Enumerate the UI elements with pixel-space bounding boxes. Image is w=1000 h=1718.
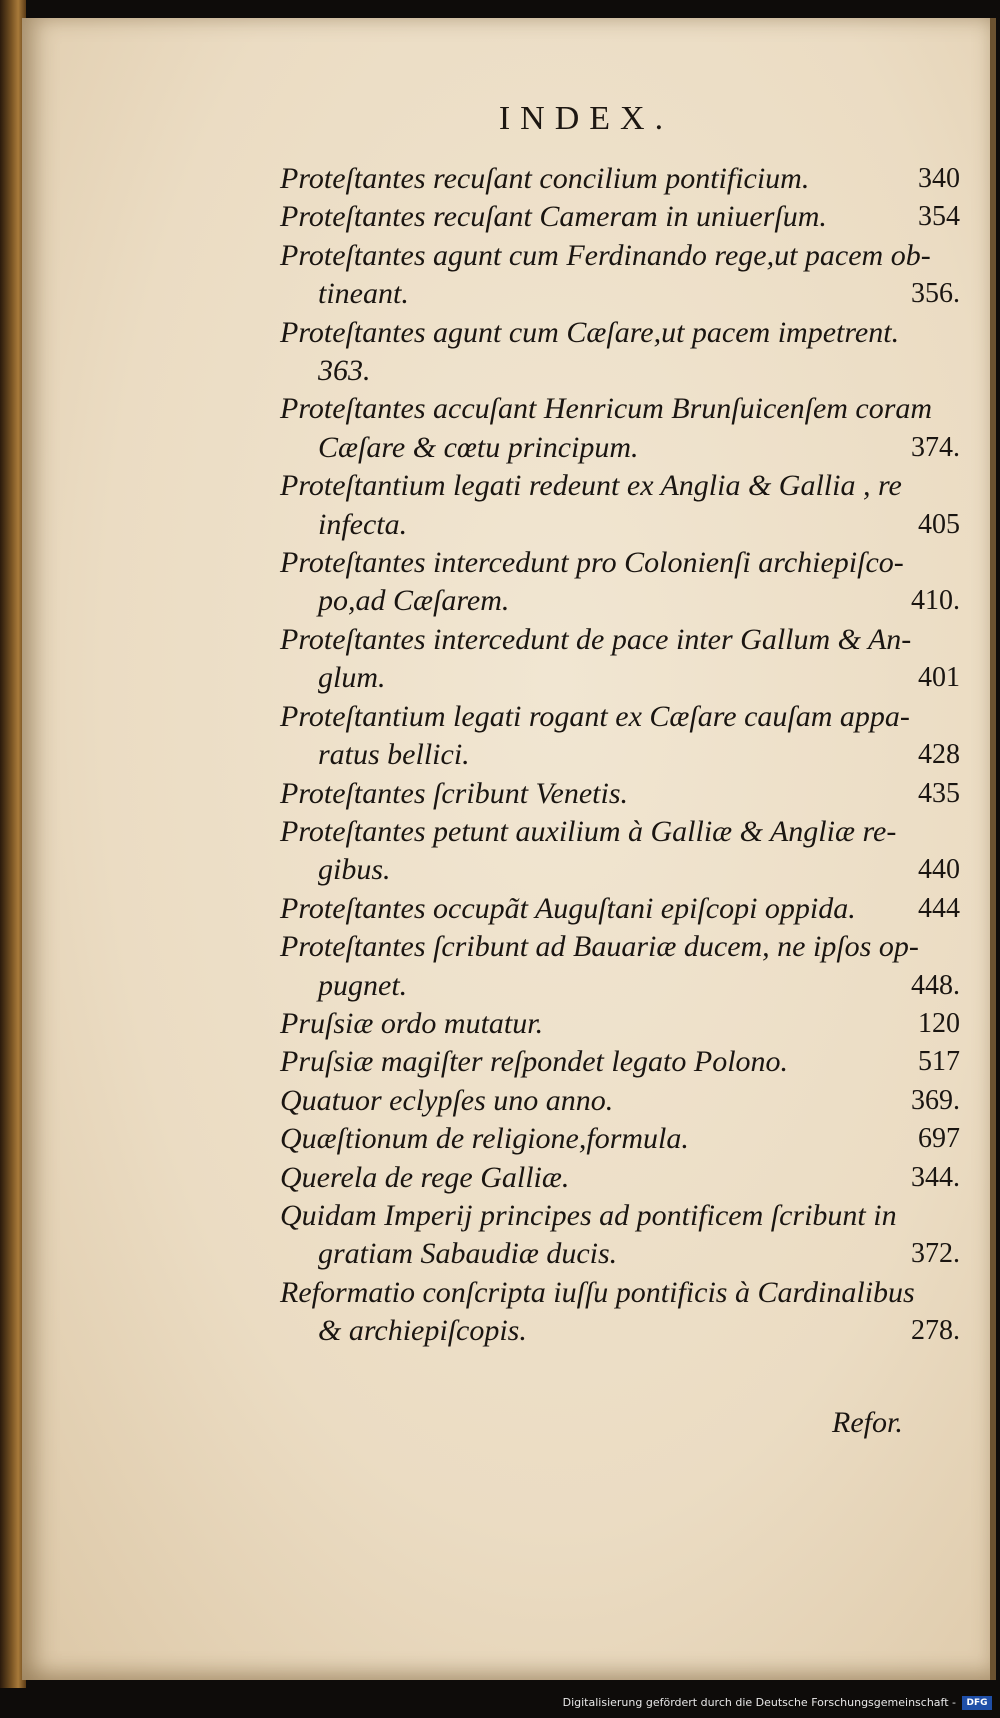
entry-text xyxy=(280,160,960,198)
entry-text xyxy=(280,1197,960,1235)
page-number: 428 xyxy=(918,739,960,771)
book-page xyxy=(22,18,996,1680)
entry-line-text: Proteſtantes intercedunt de pace inter Gallum & An- xyxy=(280,622,912,656)
index-entry xyxy=(280,1120,960,1158)
dfg-logo-icon: DFG xyxy=(962,1696,992,1710)
entry-continuation xyxy=(280,1235,960,1273)
page-number: 401 xyxy=(918,662,960,694)
index-entry xyxy=(280,1159,960,1197)
entry-text xyxy=(280,621,960,659)
entry-text xyxy=(280,1082,960,1120)
entry-line-text: Proteſtantes recuſant Cameram in uniuerſum. xyxy=(280,200,827,234)
page-number: 517 xyxy=(918,1046,960,1078)
page-number: 410. xyxy=(911,585,960,617)
entry-line-text: Proteſtantes petunt auxilium à Galliæ & Angliæ re- xyxy=(280,814,897,848)
index-entry xyxy=(280,160,960,198)
entry-text xyxy=(280,698,960,736)
index-entry xyxy=(280,698,960,775)
entry-text xyxy=(280,198,960,236)
index-entry xyxy=(280,390,960,467)
index-entry xyxy=(280,775,960,813)
page-number: 354 xyxy=(918,201,960,233)
page-header: INDEX. xyxy=(498,100,674,137)
page-number: 440 xyxy=(918,854,960,886)
entry-line-text: Proteſtantes accuſant Henricum Brunſuicenſem coram xyxy=(280,392,933,426)
entry-line-text: 363. xyxy=(318,354,371,388)
entry-text xyxy=(280,1120,960,1158)
entry-line-text: gratiam Sabaudiæ ducis. xyxy=(318,1237,618,1271)
entry-text xyxy=(280,390,960,428)
entry-line-text: Quæſtionum de religione,formula. xyxy=(280,1122,689,1156)
entry-text xyxy=(280,314,960,352)
page-number: 340 xyxy=(918,163,960,194)
entry-line-text: Proteſtantes agunt cum Ferdinando rege,ut pacem ob- xyxy=(280,238,931,272)
entry-continuation xyxy=(280,582,960,620)
index-entry xyxy=(280,1274,960,1351)
index-entry xyxy=(280,928,960,1005)
index-entry xyxy=(280,813,960,890)
entry-text xyxy=(280,467,960,505)
entry-line-text: po,ad Cæſarem. xyxy=(318,584,510,618)
entry-line-text: Quidam Imperij principes ad pontificem ſcribunt in xyxy=(280,1198,897,1232)
entry-line-text: Proteſtantes intercedunt pro Colonienſi archiepiſco- xyxy=(280,546,904,580)
entry-continuation xyxy=(280,736,960,774)
index-entry xyxy=(280,237,960,314)
entry-text xyxy=(280,544,960,582)
entry-line-text: Proteſtantes recuſant concilium pontificium. xyxy=(280,162,810,195)
entry-line-text: Pruſsiæ magiſter reſpondet legato Polono. xyxy=(280,1045,789,1079)
entry-line-text: Proteſtantes occupãt Auguſtani epiſcopi oppida. xyxy=(280,891,856,925)
page-number: 405 xyxy=(918,508,960,540)
page-number: 372. xyxy=(911,1238,960,1270)
entry-text xyxy=(280,775,960,813)
index-entry xyxy=(280,1005,960,1043)
entry-text xyxy=(280,813,960,851)
page-number: 369. xyxy=(911,1084,960,1116)
entry-continuation xyxy=(280,429,960,467)
page-number: 448. xyxy=(911,969,960,1001)
index-entry xyxy=(280,467,960,544)
entry-continuation xyxy=(280,967,960,1005)
entry-line-text: & archiepiſcopis. xyxy=(318,1314,527,1348)
page-number: 344. xyxy=(911,1161,960,1193)
entry-continuation xyxy=(280,275,960,313)
entry-line-text: Reformatio conſcripta iuſſu pontificis à Cardinalibus xyxy=(280,1275,915,1309)
page-number: 356. xyxy=(911,278,960,310)
entry-continuation xyxy=(280,352,960,390)
catchword: Refor. xyxy=(832,1406,903,1439)
entry-line-text: Pruſsiæ ordo mutatur. xyxy=(280,1006,544,1040)
entry-line-text: glum. xyxy=(318,661,386,695)
index-entry xyxy=(280,1197,960,1274)
entry-line-text: tineant. xyxy=(318,277,409,311)
entry-line-text: Proteſtantes agunt cum Cæſare,ut pacem impetrent. xyxy=(280,315,900,349)
index-entry xyxy=(280,198,960,236)
entry-continuation xyxy=(280,1312,960,1350)
entry-continuation xyxy=(280,506,960,544)
entry-text xyxy=(280,1274,960,1312)
entry-text xyxy=(280,1005,960,1043)
index-entry xyxy=(280,544,960,621)
entry-line-text: Quatuor eclypſes uno anno. xyxy=(280,1083,614,1117)
entry-continuation xyxy=(280,851,960,889)
entry-line-text: Querela de rege Galliæ. xyxy=(280,1160,570,1194)
entry-line-text: ratus bellici. xyxy=(318,738,470,772)
entry-text xyxy=(280,1159,960,1197)
page-number: 120 xyxy=(918,1007,960,1039)
entry-text xyxy=(280,928,960,966)
page-number: 278. xyxy=(911,1315,960,1347)
index-entry xyxy=(280,1043,960,1081)
entry-text xyxy=(280,1043,960,1081)
entry-line-text: Proteſtantes ſcribunt ad Bauariæ ducem, ne ipſos op- xyxy=(280,930,919,964)
entry-line-text: pugnet. xyxy=(318,968,408,1002)
index-entry xyxy=(280,314,960,391)
entry-text xyxy=(280,890,960,928)
page-number: 697 xyxy=(918,1123,960,1155)
page-number: 444 xyxy=(918,892,960,924)
entry-line-text: Proteſtantium legati rogant ex Cæſare cauſam appa- xyxy=(280,699,910,733)
digitization-footer xyxy=(0,1688,1000,1718)
entry-line-text: Cæſare & cœtu principum. xyxy=(318,430,639,464)
entry-line-text: Proteſtantium legati redeunt ex Anglia & Gallia , re xyxy=(280,469,902,503)
index-entry xyxy=(280,621,960,698)
index-entries xyxy=(280,160,960,1351)
entry-line-text: Proteſtantes ſcribunt Venetis. xyxy=(280,776,629,810)
page-number: 374. xyxy=(911,431,960,463)
entry-continuation xyxy=(280,659,960,697)
footer-credit: Digitalisierung gefördert durch die Deutsche Forschungsgemeinschaft - xyxy=(562,1696,956,1709)
index-entry xyxy=(280,890,960,928)
index-entry xyxy=(280,1082,960,1120)
entry-line-text: gibus. xyxy=(318,853,391,887)
entry-text xyxy=(280,237,960,275)
page-number: 435 xyxy=(918,777,960,809)
entry-line-text: infecta. xyxy=(318,507,408,541)
